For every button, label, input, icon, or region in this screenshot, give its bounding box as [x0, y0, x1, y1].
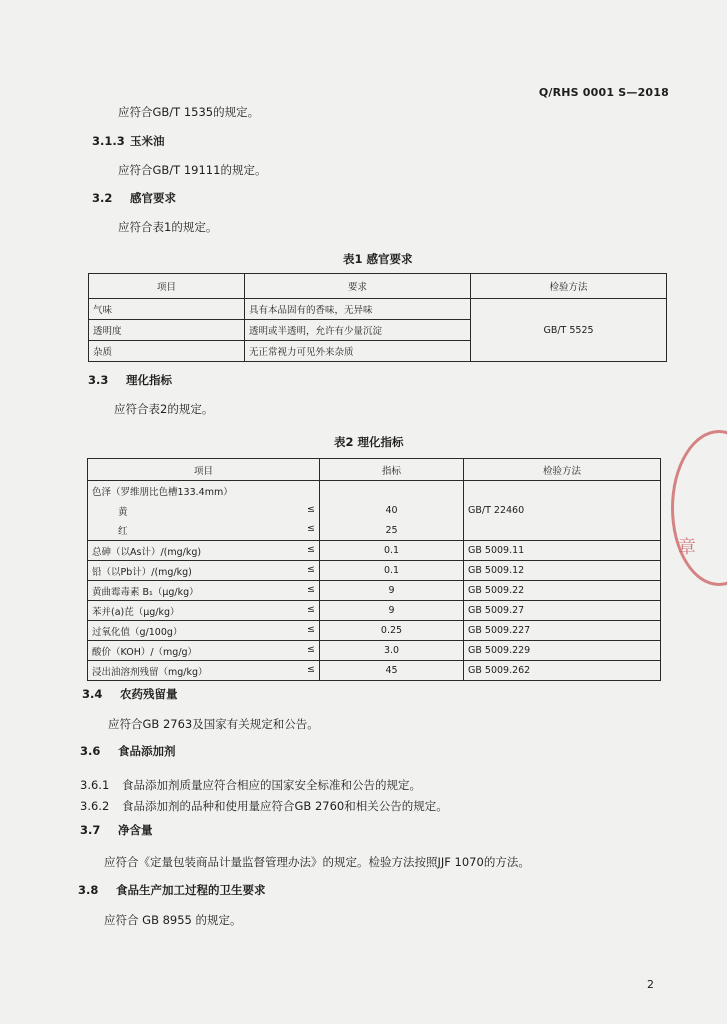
table1-header-method: 检验方法: [471, 274, 667, 299]
item-label: 过氧化值（g/100g）: [92, 626, 183, 638]
table2-cell-item: [88, 641, 320, 661]
le-symbol: ≤: [307, 543, 315, 555]
le-symbol: ≤: [307, 603, 315, 615]
table1-cell-item: 透明度: [89, 320, 245, 341]
table2-cell-method: GB 5009.262: [464, 661, 661, 681]
section-title: 玉米油: [130, 134, 165, 148]
table-row: [88, 661, 661, 681]
table2-cell-value: 0.1: [320, 541, 464, 561]
table2-cell-value: 0.1: [320, 561, 464, 581]
table2-cell-value: 3.0: [320, 641, 464, 661]
section-number: 3.7: [80, 823, 101, 837]
table2-physicochemical: [87, 458, 661, 681]
table1-caption: 表1 感官要求: [343, 252, 413, 266]
table1-header-req: 要求: [245, 274, 471, 299]
table-row: [88, 581, 661, 601]
table2-cell-red-value: 25: [320, 521, 464, 541]
section-3-8-body: 应符合 GB 8955 的规定。: [104, 913, 242, 927]
section-number: 3.6.2: [80, 799, 110, 813]
section-3-4-body: 应符合GB 2763及国家有关规定和公告。: [108, 717, 319, 731]
le-symbol: ≤: [307, 583, 315, 595]
section-3-3-body: 应符合表2的规定。: [114, 402, 214, 416]
table2-cell-method: GB 5009.11: [464, 541, 661, 561]
le-symbol: ≤: [307, 563, 315, 575]
table2-cell-item: [88, 541, 320, 561]
item-label: 铅（以Pb计）/(mg/kg): [92, 566, 192, 578]
table2-cell-value: 45: [320, 661, 464, 681]
yellow-label: 黄: [118, 506, 128, 518]
table-row: [88, 621, 661, 641]
table2-cell-value: 9: [320, 581, 464, 601]
table1-cell-item: 杂质: [89, 341, 245, 362]
table2-caption: 表2 理化指标: [334, 435, 404, 449]
item-label: 浸出油溶剂残留（mg/kg）: [92, 666, 208, 678]
section-title: 净含量: [118, 823, 153, 837]
item-label: 酸价（KOH）/（mg/g）: [92, 646, 198, 658]
table1-cell-req: 无正常视力可见外来杂质: [245, 341, 471, 362]
section-3-1-3-body: 应符合GB/T 19111的规定。: [118, 163, 267, 177]
table1-cell-req: 透明或半透明，允许有少量沉淀: [245, 320, 471, 341]
table2-cell-value: 0.25: [320, 621, 464, 641]
table2-cell-color-method: GB/T 22460: [464, 481, 661, 541]
section-3-7-body: 应符合《定量包装商品计量监督管理办法》的规定。检验方法按照JJF 1070的方法。: [104, 855, 530, 869]
section-number: 3.6: [80, 744, 101, 758]
section-number: 3.6.1: [80, 778, 110, 792]
table2-cell-value: 9: [320, 601, 464, 621]
page-number: 2: [647, 978, 654, 991]
paragraph-gb1535: 应符合GB/T 1535的规定。: [118, 105, 260, 119]
section-title: 食品添加剂: [118, 744, 176, 758]
stamp-text: 章: [678, 537, 696, 558]
table1-cell-item: 气味: [89, 299, 245, 320]
le-symbol: ≤: [307, 643, 315, 655]
section-3-2-body: 应符合表1的规定。: [118, 220, 218, 234]
table2-cell-empty: [320, 481, 464, 501]
section-title: 农药残留量: [120, 687, 178, 701]
section-3-3-heading: [88, 372, 172, 388]
table2-cell-method: GB 5009.227: [464, 621, 661, 641]
le-symbol: ≤: [307, 503, 315, 515]
item-label: 总砷（以As计）/(mg/kg): [92, 546, 202, 558]
table1-cell-req: 具有本品固有的香味，无异味: [245, 299, 471, 320]
document-code: Q/RHS 0001 S—2018: [538, 86, 669, 99]
section-number: 3.1.3: [92, 134, 125, 148]
section-number: 3.3: [88, 373, 109, 387]
table2-cell-yellow: [88, 501, 320, 521]
table2-cell-method: GB 5009.229: [464, 641, 661, 661]
item-label: 黄曲霉毒素 B₁（μg/kg）: [92, 586, 199, 598]
table2-cell-method: GB 5009.12: [464, 561, 661, 581]
table2-cell-red: [88, 521, 320, 541]
section-3-7-heading: [80, 822, 153, 838]
section-3-6-1: [80, 777, 421, 793]
table-row: [88, 541, 661, 561]
section-title: 理化指标: [126, 373, 173, 387]
table2-cell-color-label: 色泽（罗维朋比色槽133.4mm）: [88, 481, 320, 501]
section-number: 3.4: [82, 687, 103, 701]
section-3-8-heading: [78, 882, 266, 898]
le-symbol: ≤: [307, 623, 315, 635]
red-seal-stamp: [671, 430, 727, 586]
table2-header-method: 检验方法: [464, 459, 661, 481]
table2-header-item: 项目: [88, 459, 320, 481]
le-symbol: ≤: [307, 523, 315, 535]
table2-header-index: 指标: [320, 459, 464, 481]
section-3-6-2: [80, 798, 448, 814]
red-label: 红: [118, 526, 128, 538]
section-3-2-heading: [92, 190, 176, 206]
section-number: 3.2: [92, 191, 113, 205]
table-row: [88, 561, 661, 581]
section-3-6-heading: [80, 743, 176, 759]
section-number: 3.8: [78, 883, 99, 897]
item-label: 苯并(a)芘（μg/kg）: [92, 606, 180, 618]
table1-header-item: 项目: [89, 274, 245, 299]
section-text: 食品添加剂的品种和使用量应符合GB 2760和相关公告的规定。: [122, 799, 448, 813]
table2-cell-method: GB 5009.27: [464, 601, 661, 621]
table-row: [88, 601, 661, 621]
table2-cell-yellow-value: 40: [320, 501, 464, 521]
section-title: 感官要求: [130, 191, 177, 205]
section-3-4-heading: [82, 686, 178, 702]
table2-cell-item: [88, 561, 320, 581]
table-row: [88, 481, 661, 501]
table1-sensory: [88, 273, 667, 362]
section-title: 食品生产加工过程的卫生要求: [116, 883, 266, 897]
table2-cell-item: [88, 661, 320, 681]
table2-cell-item: [88, 581, 320, 601]
section-3-1-3-heading: [92, 133, 165, 149]
table2-cell-item: [88, 621, 320, 641]
table1-cell-method: GB/T 5525: [471, 299, 667, 362]
section-text: 食品添加剂质量应符合相应的国家安全标准和公告的规定。: [122, 778, 421, 792]
table2-cell-item: [88, 601, 320, 621]
table-row: [89, 299, 667, 320]
table-row: [88, 641, 661, 661]
le-symbol: ≤: [307, 663, 315, 675]
table2-cell-method: GB 5009.22: [464, 581, 661, 601]
